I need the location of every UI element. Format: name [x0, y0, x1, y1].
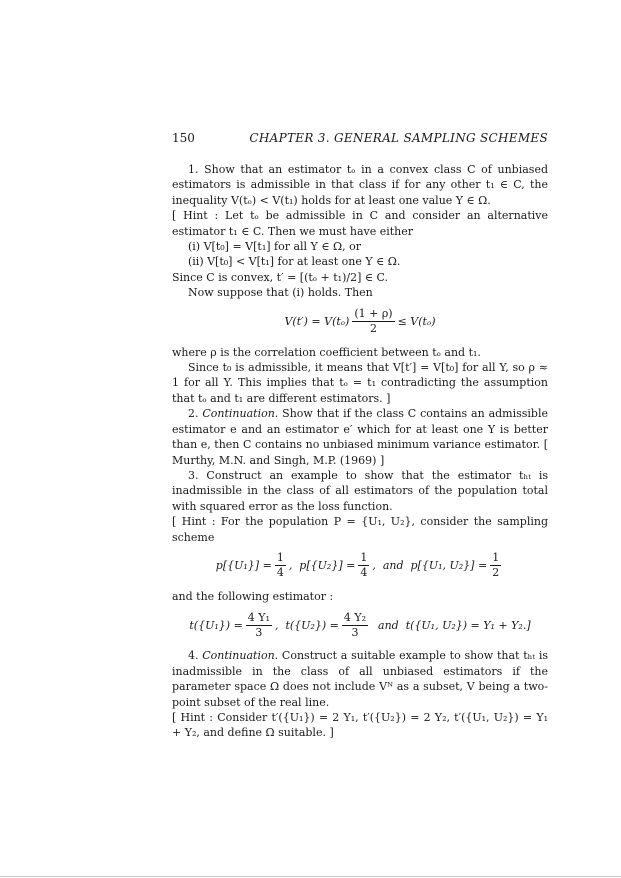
fraction-numerator: (1 + ρ)	[354, 307, 393, 321]
chapter-title: CHAPTER 3. GENERAL SAMPLING SCHEMES	[249, 131, 548, 145]
fraction-numerator: 1	[360, 551, 368, 565]
equation-sampling-scheme	[172, 549, 548, 583]
page-bottom-edge	[0, 876, 621, 877]
exercise-1: 1. Show that an estimator tₒ in a convex class C of unbiased estimators is admissible in that class if for any other t₁ ∈ C, the inequality V(tₒ) < V(t₁) holds for at least one value Y ∈ Ω.	[172, 163, 548, 207]
fraction-denominator: 3	[255, 625, 263, 639]
fraction-numerator: 1	[492, 551, 500, 565]
exercise-2	[172, 406, 548, 468]
fraction-numerator: 4 Y₁	[247, 610, 270, 624]
equation-variance-rhs: ≤ V(tₒ)	[397, 314, 436, 328]
hint-1-case-ii: (ii) V[t₀] < V[t₁] for at least one Y ∈ Ω.	[188, 255, 401, 269]
scheme-fraction-2	[358, 551, 369, 580]
exercise-3: 3. Construct an example to show that the estimator tₕₜ is inadmissible in the class of all estimators of the population total with squared error as the loss function.	[172, 468, 548, 513]
hint-3-intro: [ Hint : For the population P = {U₁, U₂}, consider the sampling scheme	[172, 515, 548, 544]
equation-variance-fraction	[352, 307, 394, 336]
exercise-4-number: 4.	[188, 649, 203, 663]
scheme-fraction-1	[275, 551, 286, 580]
estimator-term-2: , t({U₂}) =	[274, 618, 339, 632]
equation-variance	[172, 305, 548, 339]
equation-estimator	[172, 608, 548, 642]
estimator-fraction-2	[342, 611, 368, 640]
page-number: 150	[172, 131, 195, 145]
estimator-term-1: t({U₁}) =	[189, 618, 243, 632]
exercise-4	[172, 648, 548, 710]
scheme-term-3: , and p[{U₁, U₂}] =	[372, 559, 488, 573]
scheme-term-2: , p[{U₂}] =	[288, 559, 356, 573]
hint-4: [ Hint : Consider t′({U₁}) = 2 Y₁, t′({U₂}) = 2 Y₂, t′({U₁, U₂}) = Y₁ + Y₂, and define Ω suitable. ]	[172, 710, 548, 740]
exercise-4-text: Construct a suitable example to show that tₕₜ is inadmissible in the class of all unbiased estimators if the parameter space Ω does not include Vᴺ as a subset, V being a two-point subset of the real line.	[172, 649, 548, 709]
equation-variance-lhs: V(t′) = V(tₒ)	[284, 314, 350, 328]
estimator-term-3: and t({U₁, U₂}) = Y₁ + Y₂.]	[371, 618, 531, 632]
page-body	[172, 162, 548, 741]
hint-1-convexity: Since C is convex, t′ = [(tₒ + t₁)/2] ∈ C.	[172, 270, 389, 284]
hint-1-case-i: (i) V[t₀] = V[t₁] for all Y ∈ Ω, or	[188, 240, 361, 254]
estimator-fraction-1	[246, 611, 272, 640]
hint-3-estimator-intro: and the following estimator :	[172, 589, 334, 603]
exercise-4-continuation: Continuation.	[202, 649, 279, 663]
exercise-2-continuation: Continuation.	[202, 407, 279, 421]
fraction-numerator: 1	[276, 551, 284, 565]
hint-1-rho: where ρ is the correlation coefficient between tₒ and t₁.	[172, 345, 481, 359]
hint-1-conclusion: Since t₀ is admissible, it means that V[t′] = V[t₀] for all Y, so ρ ≈ 1 for all Y. This implies that tₒ = t₁ contradicting the assumption that tₒ and t₁ are different estimators. ]	[172, 361, 548, 405]
exercise-2-text: Show that if the class C contains an admissible estimator e and an estimator e′ which for at least one Y is better than e, then C contains no unbiased minimum variance estimator. [ Murthy, M.N. and Singh, M.P. (1969) ]	[172, 407, 548, 467]
fraction-denominator: 2	[492, 566, 500, 580]
scheme-term-1: p[{U₁}] =	[215, 559, 272, 573]
fraction-numerator: 4 Y₂	[343, 610, 367, 624]
fraction-denominator: 4	[360, 566, 368, 580]
hint-1-suppose: Now suppose that (i) holds. Then	[188, 286, 373, 300]
fraction-denominator: 4	[276, 566, 284, 580]
scheme-fraction-3	[490, 551, 501, 580]
exercise-2-number: 2.	[188, 407, 203, 421]
fraction-denominator: 3	[351, 625, 359, 639]
hint-1-intro: [ Hint : Let tₒ be admissible in C and consider an alternative estimator t₁ ∈ C. Then we must have either	[172, 209, 548, 238]
fraction-denominator: 2	[369, 322, 377, 336]
